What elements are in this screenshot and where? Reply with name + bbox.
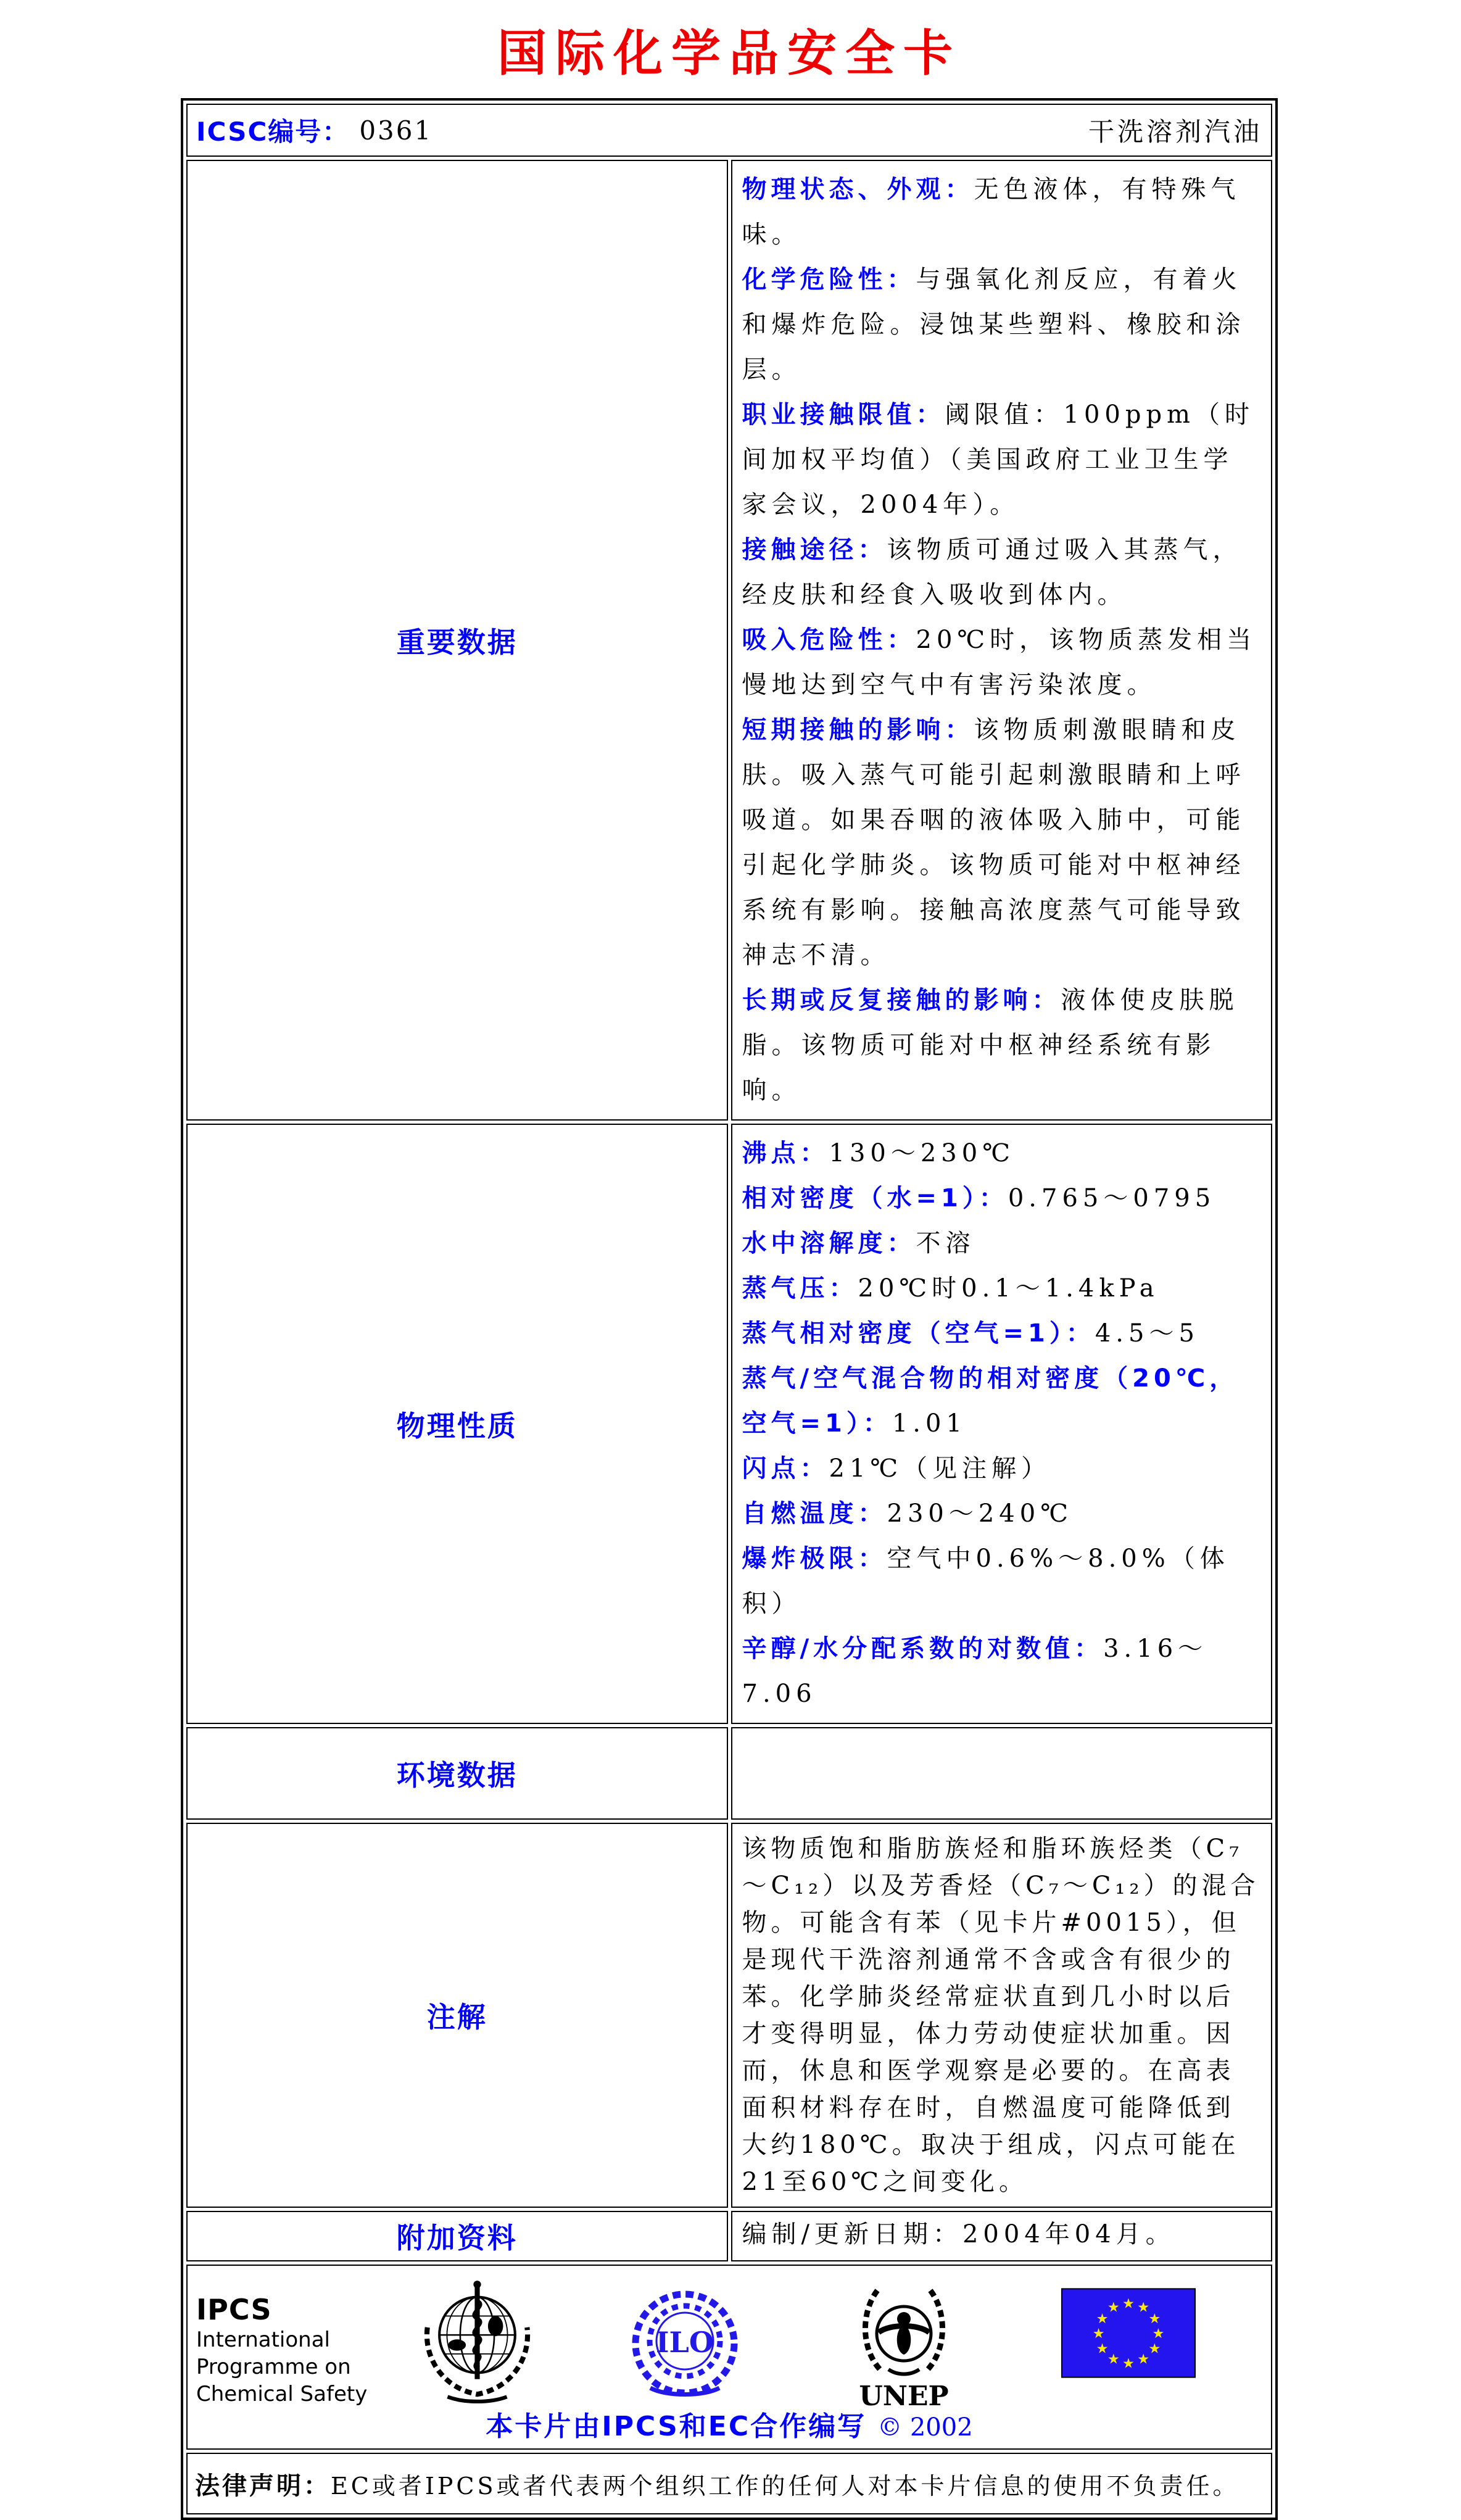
ipcs-subtitle-line2: Programme on (196, 2355, 351, 2379)
section-cell-physical-properties (186, 1124, 728, 1724)
section-label-important-data: 重要数据 (396, 625, 518, 659)
property-flash-point: 闪点：21℃（见注解） (742, 1454, 1051, 1483)
ipcs-text-block (196, 2293, 367, 2408)
ilo-logo-icon (629, 2283, 740, 2409)
eu-star-icon: ★ (1122, 2295, 1135, 2312)
data-item-physical-state: 物理状态、外观：无色液体，有特殊气味。 (742, 175, 1241, 249)
icsc-card-table (181, 98, 1278, 2520)
legal-text: EC或者IPCS或者代表两个组织工作的任何人对本卡片信息的使用不负责任。 (331, 2472, 1240, 2500)
eu-star-icon: ★ (1096, 2340, 1109, 2357)
eu-flag-icon (1061, 2288, 1196, 2381)
eu-star-icon: ★ (1148, 2340, 1161, 2357)
property-vapor-air-density: 蒸气/空气混合物的相对密度（20℃，空气=1）：1.01 (742, 1364, 1239, 1438)
ilo-letters: ILO (656, 2326, 714, 2359)
logos-row (186, 2265, 1272, 2450)
data-item-exposure-limit: 职业接触限值：阈限值：100ppm（时间加权平均值）（美国政府工业卫生学家会议，2004年）。 (742, 400, 1254, 519)
section-cell-important-data (186, 160, 728, 1121)
notes-paragraph: 该物质饱和脂肪族烃和脂环族烃类（C₇～C₁₂）以及芳香烃（C₇～C₁₂）的混合物。可能含有苯（见卡片#0015），但是现代干洗溶剂通常不含或含有很少的苯。化学肺炎经常症状直到几小时以后才变得明显，体力劳动使症状加重。因而，休息和医学观察是必要的。在高表面积材料存在时，自燃温度可能降低到大约180℃。取决于组成，闪点可能在21至60℃之间变化。 (742, 1834, 1260, 2196)
notes-content (731, 1823, 1273, 2208)
property-water-solubility: 水中溶解度：不溶 (742, 1229, 975, 1258)
footer-caption (188, 2404, 1271, 2443)
property-relative-density: 相对密度（水=1）：0.765～0795 (742, 1184, 1216, 1212)
section-label-physical-properties: 物理性质 (396, 1409, 518, 1443)
data-item-exposure-route: 接触途径：该物质可通过吸入其蒸气，经皮肤和经食入吸收到体内。 (742, 536, 1243, 609)
section-cell-additional-info (186, 2211, 728, 2261)
property-autoignition-temp: 自燃温度：230～240℃ (742, 1499, 1073, 1528)
legal-label: 法律声明： (195, 2471, 331, 2500)
eu-star-icon: ★ (1107, 2351, 1120, 2368)
ipcs-subtitle-line3: Chemical Safety (196, 2382, 368, 2406)
eu-star-icon: ★ (1152, 2326, 1165, 2342)
property-boiling-point: 沸点：130～230℃ (742, 1139, 1015, 1167)
section-cell-notes (186, 1823, 728, 2208)
section-cell-environmental-data (186, 1727, 728, 1820)
data-item-long-term-effects: 长期或反复接触的影响：液体使皮肤脱脂。该物质可能对中枢神经系统有影响。 (742, 986, 1239, 1105)
footer-copyright: © 2002 (877, 2413, 973, 2442)
section-label-environmental-data: 环境数据 (396, 1759, 518, 1792)
chemical-name: 干洗溶剂汽油 (1088, 117, 1262, 147)
eu-star-icon: ★ (1096, 2310, 1109, 2327)
header-row (186, 104, 1272, 157)
eu-star-icon: ★ (1137, 2351, 1150, 2368)
who-logo-icon (417, 2277, 537, 2418)
icsc-sheet (181, 0, 1278, 2520)
eu-star-icon: ★ (1092, 2326, 1105, 2342)
section-label-notes: 注解 (426, 2000, 487, 2034)
ipcs-subtitle-line1: International (196, 2327, 330, 2352)
icsc-number-label: ICSC编号： (196, 117, 350, 147)
unep-letters: UNEP (859, 2381, 949, 2412)
eu-star-icon: ★ (1122, 2355, 1135, 2372)
eu-star-icon: ★ (1148, 2310, 1161, 2327)
legal-row (186, 2453, 1272, 2514)
eu-star-icon: ★ (1107, 2299, 1120, 2316)
property-vapor-density: 蒸气相对密度（空气=1）：4.5～5 (742, 1319, 1199, 1348)
data-item-short-term-effects: 短期接触的影响：该物质刺激眼睛和皮肤。吸入蒸气可能引起刺激眼睛和上呼吸道。如果吞咽的液体吸入肺中，可能引起化学肺炎。该物质可能对中枢神经系统有影响。接触高浓度蒸气可能导致神志不清。 (742, 716, 1246, 969)
environmental-data-content (731, 1727, 1273, 1820)
property-vapor-pressure: 蒸气压：20℃时0.1～1.4kPa (742, 1274, 1159, 1303)
important-data-content (731, 160, 1273, 1121)
update-date-text: 编制/更新日期：2004年04月。 (742, 2220, 1175, 2249)
page-title: 国际化学品安全卡 (497, 24, 961, 82)
eu-star-icon: ★ (1137, 2299, 1150, 2316)
data-item-inhalation-risk: 吸入危险性：20℃时，该物质蒸发相当慢地达到空气中有害污染浓度。 (742, 626, 1257, 699)
property-log-pow: 辛醇/水分配系数的对数值：3.16～7.06 (742, 1635, 1208, 1708)
footer-caption-text: 本卡片由IPCS和EC合作编写 (486, 2411, 867, 2442)
ipcs-title: IPCS (196, 2293, 272, 2326)
section-label-additional-info: 附加资料 (396, 2221, 518, 2255)
unep-logo-icon (851, 2279, 956, 2414)
icsc-number-value: 0361 (359, 115, 433, 146)
property-explosive-limits: 爆炸极限：空气中0.6%～8.0%（体积） (742, 1544, 1230, 1618)
data-item-chemical-danger: 化学危险性：与强氧化剂反应，有着火和爆炸危险。浸蚀某些塑料、橡胶和涂层。 (742, 265, 1246, 384)
physical-properties-content (731, 1124, 1273, 1724)
additional-info-content (731, 2211, 1273, 2261)
